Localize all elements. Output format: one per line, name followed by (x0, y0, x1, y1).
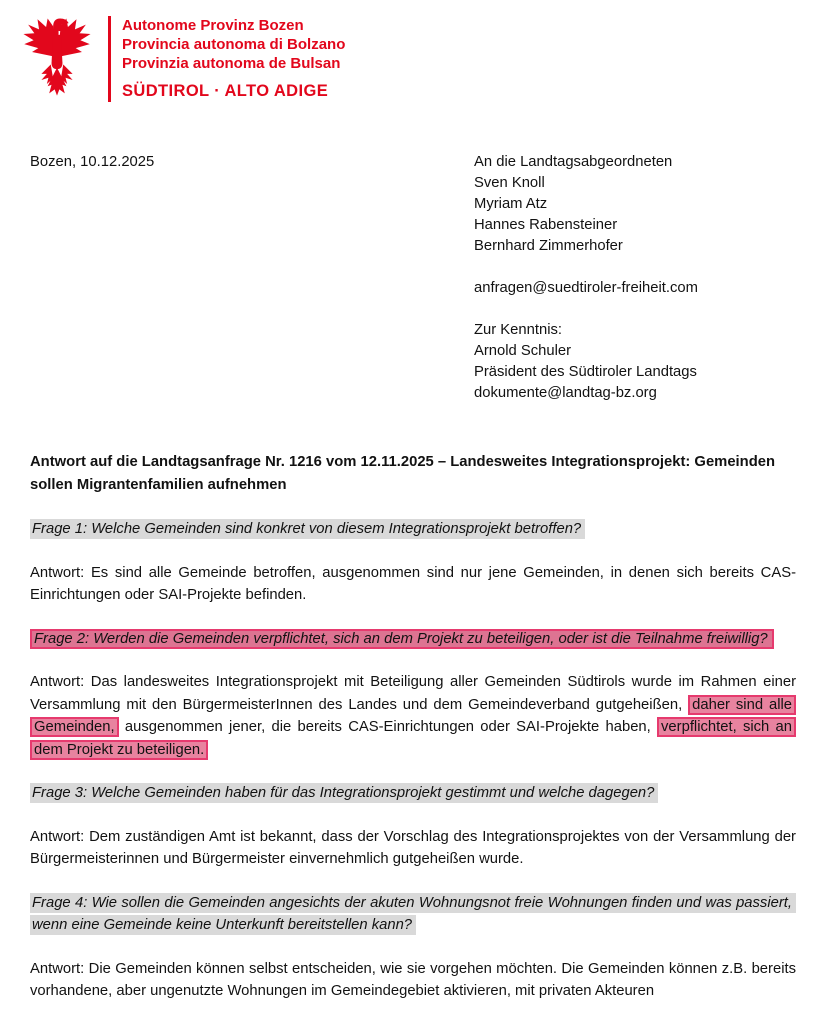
logo-line-lad: Provinzia autonoma de Bulsan (122, 55, 341, 72)
recipient-name: Bernhard Zimmerhofer (474, 238, 623, 254)
gray-highlight: Frage 3: Welche Gemeinden haben für das Integrationsprojekt gestimmt und welche dagegen? (30, 783, 658, 803)
answer-text: Antwort: Die Gemeinden können selbst entscheiden, wie sie vorgehen möchten. Die Gemeinden können z.B. bereits vorhandene, aber ungenutzte Wohnungen im Gemeindegebiet aktivieren, mit privaten Akteuren (30, 960, 796, 999)
address-row (0, 152, 824, 404)
recipient-name: Sven Knoll (474, 175, 545, 191)
gray-highlight: Frage 1: Welche Gemeinden sind konkret von diesem Integrationsprojekt betroffen? (30, 519, 585, 539)
answer-text: Antwort: Es sind alle Gemeinde betroffen, ausgenommen sind nur jene Gemeinden, in denen sich bereits CAS-Einrichtungen oder SAI-Projekte befinden. (30, 564, 796, 603)
qa-section (0, 518, 824, 1003)
question-frage-3 (30, 782, 796, 805)
question-frage-2 (30, 628, 796, 651)
pink-highlight: Frage 2: Werden die Gemeinden verpflichtet, sich an dem Projekt zu beteiligen, oder ist die Teilnahme freiwillig? (30, 629, 774, 649)
answer-2 (30, 671, 796, 761)
logo-line-it: Provincia autonoma di Bolzano (122, 36, 346, 53)
recipient-heading: An die Landtagsabgeordneten (474, 154, 673, 170)
pink-highlighted-text: verpflichtet, sich an dem Projekt zu beteiligen. (30, 717, 796, 760)
answer-text: ausgenommen jener, die bereits CAS-Einrichtungen oder SAI-Projekte haben, (118, 719, 658, 735)
recipient-name: Hannes Rabensteiner (474, 217, 618, 233)
letterhead (0, 0, 824, 105)
letterhead-divider (108, 16, 111, 102)
cc-title: Präsident des Südtiroler Landtags (474, 364, 697, 380)
cc-email: dokumente@landtag-bz.org (474, 385, 657, 401)
logo-line-de: Autonome Provinz Bozen (122, 17, 304, 34)
answer-3 (30, 826, 796, 871)
subject-line: Antwort auf die Landtagsanfrage Nr. 1216 vom 12.11.2025 – Landesweites Integrationsprojekt: Gemeinden sollen Migrantenfamilien aufnehmen (30, 454, 776, 493)
answer-text: Antwort: Dem zuständigen Amt ist bekannt, dass der Vorschlag des Integrationsprojektes von der Versammlung der Bürgermeisterinnen und Bürgermeister einvernehmlich gutgeheißen wurde. (30, 828, 796, 867)
answer-1 (30, 562, 796, 607)
coat-of-arms-eagle-icon (18, 13, 96, 105)
cc-name: Arnold Schuler (474, 343, 572, 359)
question-frage-1 (30, 518, 796, 541)
logo-brand: SÜDTIROL · ALTO ADIGE (122, 82, 329, 100)
question-frage-4 (30, 892, 796, 937)
answer-4 (30, 958, 796, 1003)
answer-text: Antwort: Das landesweites Integrationsprojekt mit Beteiligung aller Gemeinden Südtirols wurde im Rahmen einer Versammlung mit den BürgermeisterInnen des Landes und dem Gemeindeverband gutgeheißen, (30, 674, 796, 713)
spacer (474, 257, 796, 278)
gray-highlight: Frage 4: Wie sollen die Gemeinden angesichts der akuten Wohnungsnot freie Wohnungen finden und was passiert, wenn eine Gemeinde keine Unterkunft bereitstellen kann? (30, 893, 796, 936)
recipient-email: anfragen@suedtiroler-freiheit.com (474, 280, 698, 296)
dateline: Bozen, 10.12.2025 (30, 154, 155, 170)
recipient-name: Myriam Atz (474, 196, 548, 212)
letterhead-text (122, 13, 345, 101)
recipient-block (474, 152, 796, 404)
spacer (474, 299, 796, 320)
pink-highlighted-text: daher sind alle Gemeinden, (30, 695, 796, 738)
cc-label: Zur Kenntnis: (474, 322, 563, 338)
